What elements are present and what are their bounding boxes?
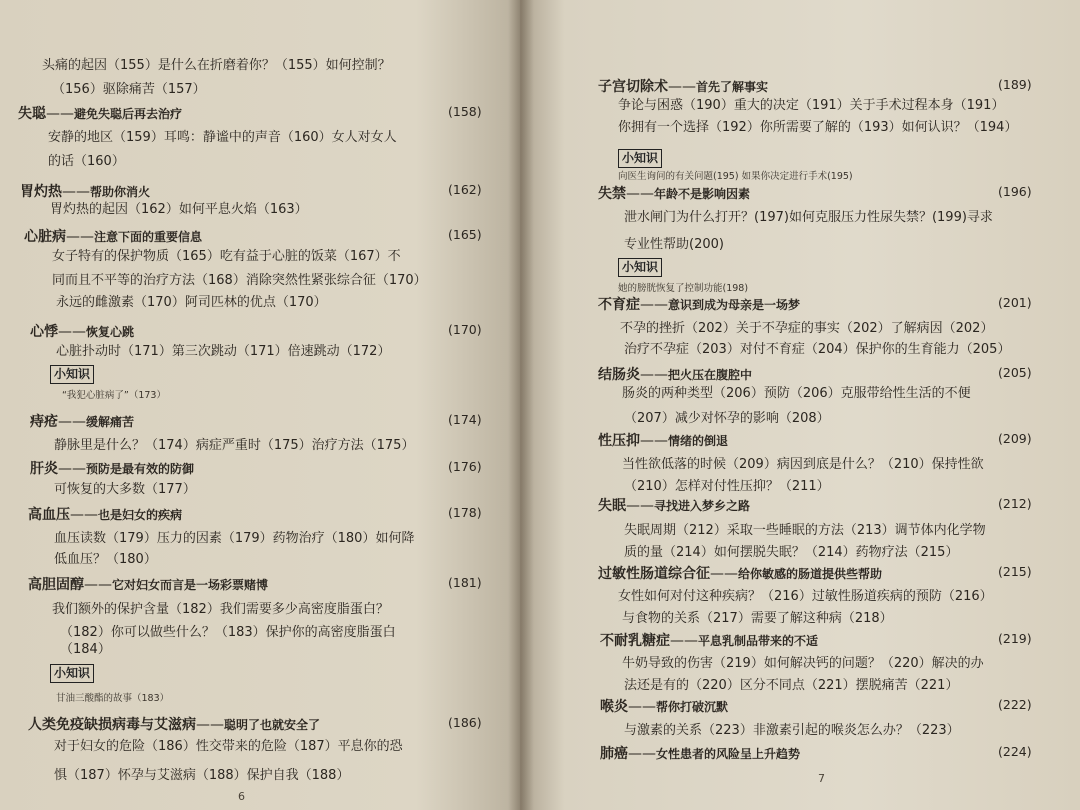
toc-entry-heading (20, 183, 150, 201)
toc-entry-title: 失禁 (598, 186, 626, 202)
toc-entry-subtitle: 情绪的倒退 (668, 434, 729, 448)
toc-page-number: (209) (998, 431, 1032, 446)
em-dash: —— (46, 106, 74, 122)
em-dash: —— (628, 746, 656, 762)
em-dash: —— (626, 498, 654, 514)
toc-entry-subtitle: 首先了解事实 (696, 80, 769, 94)
em-dash: —— (626, 186, 654, 202)
toc-entry-heading (598, 565, 882, 583)
toc-page-number: (165) (448, 227, 482, 242)
toc-subentry: 肠炎的两种类型（206）预防（206）克服带给性生活的不便 (622, 386, 971, 401)
toc-entry-subtitle: 聪明了也就安全了 (224, 718, 321, 732)
toc-entry-subtitle: 注意下面的重要信息 (94, 230, 203, 244)
page-number: 7 (818, 772, 825, 785)
toc-page-number: (181) (448, 575, 482, 590)
toc-entry-title: 高胆固醇 (28, 577, 84, 593)
toc-subentry: 永远的雌激素（170）阿司匹林的优点（170） (56, 295, 327, 310)
em-dash: —— (670, 633, 698, 649)
toc-subentry: 可恢复的大多数（177） (54, 482, 196, 497)
tip-box-label: 小知识 (50, 365, 94, 384)
tip-box-label: 小知识 (618, 258, 662, 277)
toc-entry-title: 结肠炎 (598, 367, 640, 383)
toc-subentry: 牛奶导致的伤害（219）如何解决钙的问题？（220）解决的办 (622, 656, 984, 671)
toc-entry-title: 不耐乳糖症 (600, 633, 670, 649)
toc-entry-title: 喉炎 (600, 699, 628, 715)
toc-subentry: 质的量（214）如何摆脱失眠？（214）药物疗法（215） (624, 545, 959, 560)
toc-entry-title: 心脏病 (24, 229, 66, 245)
em-dash: —— (58, 414, 86, 430)
tip-box-label: 小知识 (50, 664, 94, 683)
toc-page-number: (158) (448, 104, 482, 119)
em-dash: —— (640, 297, 668, 313)
toc-page-number: (219) (998, 631, 1032, 646)
toc-entry-subtitle: 帮助你消火 (90, 185, 151, 199)
em-dash: —— (70, 507, 98, 523)
toc-page-number: (170) (448, 322, 482, 337)
toc-subentry: 女子特有的保护物质（165）吃有益于心脏的饭菜（167）不 (52, 249, 401, 264)
right-page (520, 0, 1080, 810)
toc-entry-heading (28, 506, 182, 524)
toc-subentry: 失眠周期（212）采取一些睡眠的方法（213）调节体内化学物 (624, 523, 986, 538)
toc-entry-heading (30, 413, 134, 431)
toc-entry-heading (598, 296, 800, 314)
toc-subentry: 惧（187）怀孕与艾滋病（188）保护自我（188） (54, 768, 350, 783)
toc-entry-subtitle: 避免失聪后再去治疗 (74, 107, 183, 121)
toc-entry-title: 不育症 (598, 297, 640, 313)
em-dash: —— (62, 184, 90, 200)
toc-subentry: 女性如何对付这种疾病？（216）过敏性肠道疾病的预防（216） (618, 589, 993, 604)
toc-subentry: 当性欲低落的时候（209）病因到底是什么？（210）保持性欲 (622, 457, 984, 472)
toc-subentry: （207）减少对怀孕的影响（208） (624, 411, 830, 426)
toc-entry-title: 胃灼热 (20, 184, 62, 200)
toc-entry-subtitle: 意识到成为母亲是一场梦 (668, 298, 801, 312)
tip-note: 甘油三酸酯的故事（183） (56, 693, 170, 704)
toc-entry-heading (30, 460, 194, 478)
em-dash: —— (66, 229, 94, 245)
toc-entry-heading (24, 228, 202, 246)
toc-subentry: 血压读数（179）压力的因素（179）药物治疗（180）如何降 (54, 531, 415, 546)
toc-entry-title: 心悸 (30, 324, 58, 340)
toc-entry-subtitle: 缓解痛苦 (86, 415, 135, 429)
toc-entry-subtitle: 把火压在腹腔中 (668, 368, 753, 382)
toc-entry-subtitle: 给你敏感的肠道提供些帮助 (738, 567, 883, 581)
toc-subentry: 争论与困惑（190）重大的决定（191）关于手术过程本身（191） (618, 98, 1005, 113)
toc-subentry: （156）驱除痛苦（157） (52, 82, 206, 97)
toc-subentry: （182）你可以做些什么？（183）保护你的高密度脂蛋白 (60, 625, 396, 640)
toc-entry-heading (598, 432, 728, 450)
toc-page-number: (201) (998, 295, 1032, 310)
toc-entry-title: 肝炎 (30, 461, 58, 477)
toc-entry-title: 人类免疫缺损病毒与艾滋病 (28, 717, 196, 733)
toc-entry-subtitle: 年龄不是影响因素 (654, 187, 751, 201)
toc-entry-subtitle: 女性患者的风险呈上升趋势 (656, 747, 801, 761)
em-dash: —— (58, 461, 86, 477)
toc-subentry: 我们额外的保护含量（182）我们需要多少高密度脂蛋白？ (52, 602, 389, 617)
em-dash: —— (640, 367, 668, 383)
em-dash: —— (84, 577, 112, 593)
toc-subentry: （210）怎样对付性压抑？（211） (624, 479, 830, 494)
toc-entry-heading (600, 745, 800, 763)
toc-entry-title: 高血压 (28, 507, 70, 523)
toc-entry-title: 肺癌 (600, 746, 628, 762)
toc-entry-heading (28, 576, 268, 594)
toc-subentry: 同而且不平等的治疗方法（168）消除突然性紧张综合征（170） (52, 273, 427, 288)
toc-entry-heading (598, 185, 750, 203)
toc-subentry: 安静的地区（159）耳鸣：静谧中的声音（160）女人对女人 (48, 130, 397, 145)
toc-page-number: (222) (998, 697, 1032, 712)
toc-subentry: 泄水闸门为什么打开？(197)如何克服压力性尿失禁？(199)寻求 (624, 210, 993, 225)
toc-subentry: 头痛的起因（155）是什么在折磨着你？（155）如何控制？ (42, 58, 391, 73)
toc-subentry: 不孕的挫折（202）关于不孕症的事实（202）了解病因（202） (620, 321, 994, 336)
toc-subentry: 专业性帮助(200) (624, 237, 724, 252)
toc-entry-subtitle: 预防是最有效的防御 (86, 462, 195, 476)
toc-entry-title: 过敏性肠道综合征 (598, 566, 710, 582)
toc-subentry: 静脉里是什么？（174）病症严重时（175）治疗方法（175） (54, 438, 415, 453)
em-dash: —— (640, 433, 668, 449)
em-dash: —— (196, 717, 224, 733)
toc-page-number: (196) (998, 184, 1032, 199)
tip-note: 向医生询问的有关问题(195) 如果你决定进行手术(195) (618, 171, 853, 182)
toc-subentry: 治疗不孕症（203）对付不育症（204）保护你的生育能力（205） (624, 342, 1011, 357)
toc-subentry: 胃灼热的起因（162）如何平息火焰（163） (50, 202, 308, 217)
toc-entry-heading (598, 497, 750, 515)
toc-page-number: (186) (448, 715, 482, 730)
toc-entry-heading (600, 698, 728, 716)
toc-entry-subtitle: 寻找进入梦乡之路 (654, 499, 751, 513)
toc-entry-heading (28, 716, 320, 734)
toc-entry-title: 失眠 (598, 498, 626, 514)
toc-page-number: (215) (998, 564, 1032, 579)
toc-entry-title: 子宫切除术 (598, 79, 668, 95)
em-dash: —— (628, 699, 656, 715)
toc-entry-subtitle: 也是妇女的疾病 (98, 508, 183, 522)
toc-subentry: 心脏扑动时（171）第三次跳动（171）倍速跳动（172） (56, 344, 391, 359)
toc-subentry: 对于妇女的危险（186）性交带来的危险（187）平息你的恐 (54, 739, 403, 754)
toc-entry-heading (598, 78, 768, 96)
toc-subentry: 与激素的关系（223）非激素引起的喉炎怎么办？（223） (624, 723, 960, 738)
toc-page-number: (205) (998, 365, 1032, 380)
toc-entry-subtitle: 它对妇女而言是一场彩票赌博 (112, 578, 269, 592)
toc-page-number: (212) (998, 496, 1032, 511)
toc-entry-title: 性压抑 (598, 433, 640, 449)
toc-page-number: (176) (448, 459, 482, 474)
toc-subentry: 法还是有的（220）区分不同点（221）摆脱痛苦（221） (624, 678, 959, 693)
em-dash: —— (668, 79, 696, 95)
toc-subentry: 低血压？（180） (54, 552, 157, 567)
toc-subentry: （184） (60, 642, 111, 657)
page-number: 6 (238, 790, 245, 803)
toc-page-number: (224) (998, 744, 1032, 759)
toc-entry-title: 失聪 (18, 106, 46, 122)
toc-page-number: (178) (448, 505, 482, 520)
toc-page-number: (162) (448, 182, 482, 197)
em-dash: —— (58, 324, 86, 340)
tip-box-label: 小知识 (618, 149, 662, 168)
toc-entry-heading (598, 366, 752, 384)
em-dash: —— (710, 566, 738, 582)
toc-entry-subtitle: 恢复心跳 (86, 325, 135, 339)
toc-entry-title: 痔疮 (30, 414, 58, 430)
tip-note: “我犯心脏病了”（173） (62, 390, 166, 401)
toc-entry-heading (600, 632, 818, 650)
toc-entry-subtitle: 平息乳制品带来的不适 (698, 634, 819, 648)
toc-entry-heading (30, 323, 134, 341)
left-page (0, 0, 520, 810)
toc-subentry: 你拥有一个选择（192）你所需要了解的（193）如何认识？（194） (618, 120, 1018, 135)
toc-subentry: 的话（160） (48, 154, 125, 169)
toc-page-number: (174) (448, 412, 482, 427)
toc-entry-heading (18, 105, 182, 123)
tip-note: 她的膀胱恢复了控制功能(198) (618, 283, 749, 294)
toc-subentry: 与食物的关系（217）需要了解这种病（218） (622, 611, 893, 626)
toc-entry-subtitle: 帮你打破沉默 (656, 700, 729, 714)
toc-page-number: (189) (998, 77, 1032, 92)
book-spine (508, 0, 534, 810)
